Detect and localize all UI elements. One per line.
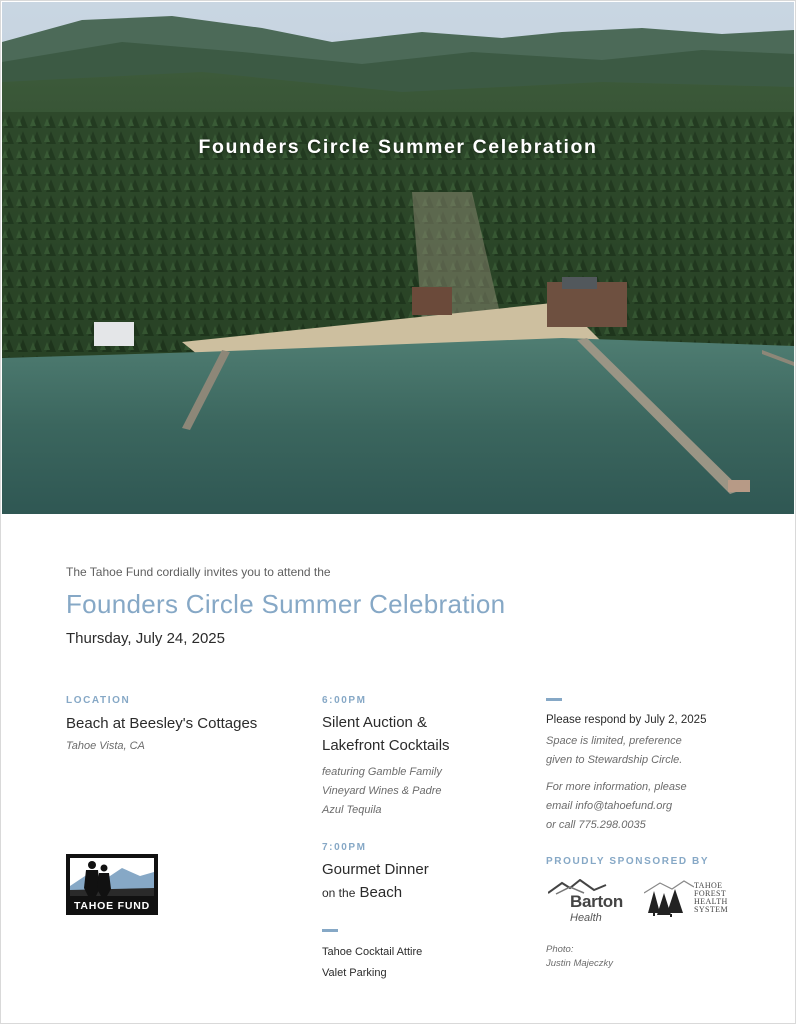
schedule-detail-line: Vineyard Wines & Padre	[322, 785, 442, 797]
tfhs-line: SYSTEM	[694, 905, 728, 914]
schedule-title	[322, 711, 522, 757]
hero-title: Founders Circle Summer Celebration	[198, 136, 598, 158]
logo-wordmark: TAHOE FUND	[73, 900, 151, 912]
tfhs-line: FOREST	[694, 889, 727, 898]
tahoe-forest-health-logo	[644, 879, 734, 929]
contact-line: For more information, please	[546, 781, 687, 793]
schedule-title-main: Beach	[359, 884, 403, 901]
schedule-time: 7:00PM	[322, 842, 367, 853]
hero-photo	[2, 2, 794, 514]
barton-sub: Health	[570, 912, 602, 924]
rsvp-limited-line: Space is limited, preference	[546, 735, 682, 747]
location-column	[66, 695, 296, 756]
barton-name: Barton	[570, 892, 623, 911]
schedule-title-line	[322, 881, 522, 905]
credit-label: Photo:	[546, 944, 574, 955]
barton-health-logo	[546, 879, 636, 929]
schedule-column	[322, 695, 522, 984]
contact-email[interactable]: email info@tahoefund.org	[546, 800, 673, 812]
schedule-detail	[322, 763, 522, 820]
schedule-detail-line: featuring Gamble Family	[322, 766, 442, 778]
schedule-title-line: Lakefront Cocktails	[322, 737, 450, 754]
rsvp-column	[546, 698, 776, 971]
credit-name: Justin Majeczky	[546, 958, 614, 969]
parking-note: Valet Parking	[322, 967, 387, 979]
schedule-item	[322, 695, 522, 820]
schedule-item	[322, 842, 522, 905]
tfhs-line: HEALTH	[694, 897, 728, 906]
contact-phone[interactable]: or call 775.298.0035	[546, 819, 646, 831]
venue-city: Tahoe Vista, CA	[66, 740, 145, 752]
venue-name: Beach at Beesley's Cottages	[66, 715, 258, 732]
event-title: Founders Circle Summer Celebration	[66, 589, 506, 619]
rsvp-limited-note	[546, 732, 776, 770]
divider-dash	[546, 698, 562, 701]
logo-figures-icon	[70, 858, 154, 896]
logo-emblem	[70, 858, 154, 896]
lake-tahoe-aerial-image	[2, 2, 794, 514]
sponsored-label: PROUDLY SPONSORED BY	[546, 856, 710, 867]
rsvp-deadline: Please respond by July 2, 2025	[546, 714, 707, 726]
intro-text: The Tahoe Fund cordially invites you to attend the	[66, 565, 331, 579]
divider-dash	[322, 929, 338, 932]
schedule-title-line: Gourmet Dinner	[322, 861, 429, 878]
location-label: LOCATION	[66, 695, 131, 706]
schedule-detail-line: Azul Tequila	[322, 804, 382, 816]
schedule-title-line: Silent Auction &	[322, 714, 428, 731]
pine-trees-icon	[644, 879, 694, 919]
rsvp-limited-line: given to Stewardship Circle.	[546, 754, 683, 766]
schedule-time: 6:00PM	[322, 695, 367, 706]
event-notes	[322, 942, 522, 984]
photo-credit	[546, 943, 776, 971]
rsvp-contact-info	[546, 778, 776, 835]
tahoe-fund-logo	[66, 854, 158, 915]
event-date: Thursday, July 24, 2025	[66, 630, 225, 647]
tfhs-wordmark	[694, 882, 728, 914]
attire-note: Tahoe Cocktail Attire	[322, 946, 423, 958]
schedule-title	[322, 858, 522, 905]
sponsor-logos	[546, 879, 776, 929]
schedule-title-prefix: on the	[322, 886, 356, 900]
tfhs-line: TAHOE	[694, 881, 723, 890]
